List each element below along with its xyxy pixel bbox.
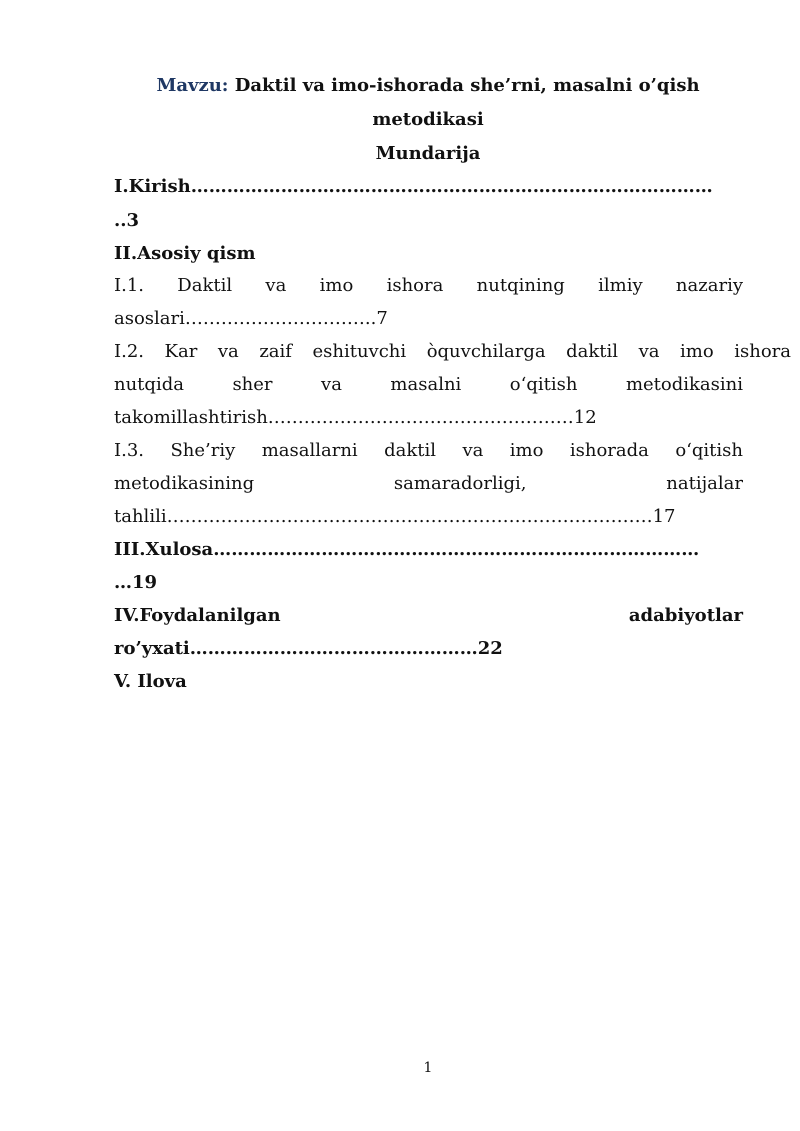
toc-section-3-line-2: metodikasining samaradorligi, natijalar — [114, 473, 743, 494]
toc-section-1-line-1: I.1. Daktil va imo ishora nutqining ilmiy nazariy — [114, 275, 743, 296]
toc-foydalanilgan-line-1 — [114, 604, 743, 628]
title-text: Daktil va imo-ishorada she’rni, masalni o’qish — [234, 75, 700, 96]
toc-section-3-line-3: tahlili………………………………………………………………………17 — [114, 506, 676, 527]
toc-foydalanilgan-word-2: adabiyotlar — [628, 605, 743, 626]
toc-section-2-line-2: nutqida sher va masalni o‘qitish metodikasini — [114, 374, 743, 395]
toc-xulosa-page: …19 — [114, 572, 158, 593]
toc-section-3-line-1: I.3. She’riy masallarni daktil va imo ishorada o‘qitish — [114, 440, 743, 461]
title-label: Mavzu: — [156, 75, 229, 96]
title-line-1 — [0, 74, 800, 98]
toc-section-2-line-3: takomillashtirish……………………………………………12 — [114, 407, 597, 428]
toc-ilova: V. Ilova — [114, 671, 187, 692]
toc-foydalanilgan-word-1: IV.Foydalanilgan — [114, 605, 281, 626]
page-number: 1 — [423, 1060, 433, 1076]
toc-section-1-line-2: asoslari…………………………..7 — [114, 308, 388, 329]
title-line-2: metodikasi — [372, 109, 484, 130]
toc-kirish: I.Kirish…………………………………………………………………………… — [114, 176, 713, 197]
toc-foydalanilgan-line-2: ro’yxati…………………………………………22 — [114, 638, 503, 659]
toc-section-2-line-1: I.2. Kar va zaif eshituvchi òquvchilarga daktil va imo ishora — [114, 341, 791, 362]
toc-kirish-page: ..3 — [114, 210, 140, 231]
toc-asosiy-qism: II.Asosiy qism — [114, 243, 256, 264]
toc-xulosa: III.Xulosa……………………………………………………………………… — [114, 539, 700, 560]
toc-heading: Mundarija — [375, 143, 481, 164]
